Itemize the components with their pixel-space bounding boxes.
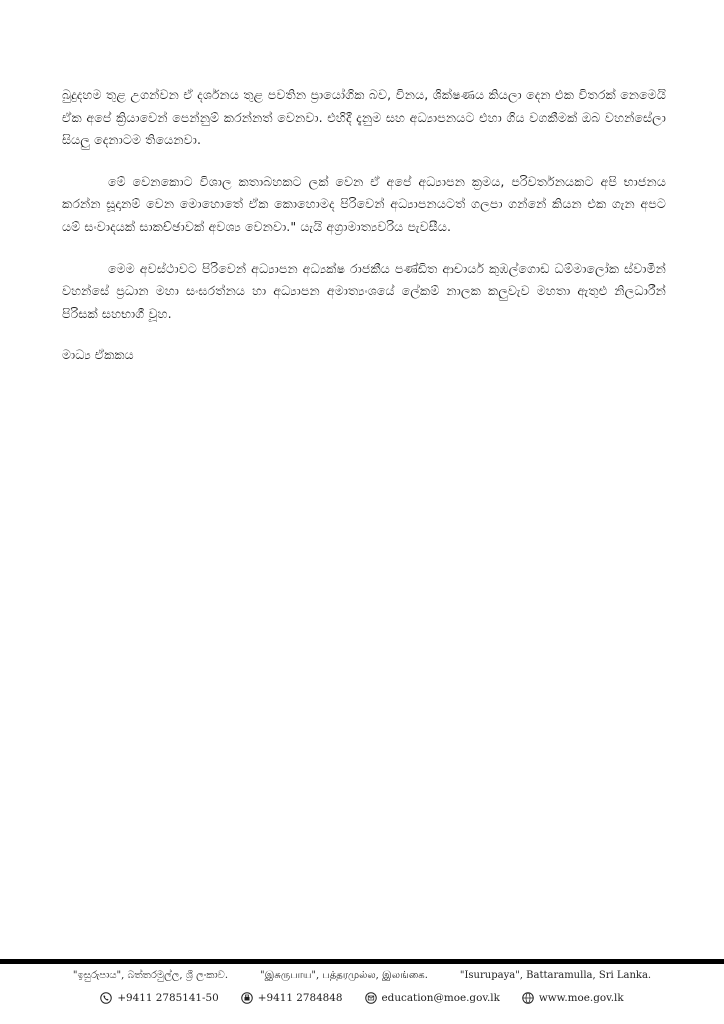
- globe-icon: [522, 992, 534, 1004]
- fax-number: +9411 2784848: [257, 992, 343, 1004]
- website-url[interactable]: www.moe.gov.lk: [538, 992, 624, 1004]
- paragraph-1: බුදුදහම තුළ උගන්වන ඒ දර්ශනය තුළ පවතින ප්‍රායෝගික බව, විනය, ශික්ෂණය කියලා දෙන එක විතරක් නෙමෙයි ඒක අපේ ක්‍රියාවෙන් පෙන්නුම් කරන්නත් වෙනවා. එහිදී දැනුම සහ අධ්‍යාපනයට එහා ගිය වගකීමක් ඔබ වහන්සේලා සියලු දෙනාටම තියෙනවා.: [62, 87, 666, 148]
- paragraph-3: මෙම අවස්ථාවට පිරිවෙන් අධ්‍යාපන අධ්‍යක්ෂ රාජකීය පණ්ඩිත ආචාර්ය කුඹල්ගොඩ ධම්මාලෝක ස්වාමීන් වහන්සේ ප්‍රධාන මහා සංඝරත්නය හා අධ්‍යාපන අමාත්‍යංශයේ ලේකම් නාලක කලුවැව මහතා ඇතුළු නිලධාරීන් පිරිසක් සහභාගී වූහ.: [62, 260, 666, 321]
- article-body: [62, 84, 666, 367]
- contact-email[interactable]: [365, 990, 500, 1006]
- letterhead-footer: [0, 968, 724, 1006]
- email-address[interactable]: education@moe.gov.lk: [381, 992, 500, 1004]
- footer-address-row: [0, 968, 724, 984]
- address-sinhala: "ඉසුරුපාය", බත්තරමුල්ල, ශ්‍රී ලංකාව.: [72, 970, 229, 981]
- footer-contact-row: [0, 990, 724, 1006]
- contact-website[interactable]: [522, 990, 624, 1006]
- fax-icon: [241, 992, 253, 1004]
- contact-fax: [241, 990, 343, 1006]
- contact-phone: [100, 990, 218, 1006]
- address-tamil: "இசுருபாய", பத்தரமுல்ல, இலங்கை.: [260, 970, 428, 981]
- paragraph-2: මේ වෙනකොට විශාල කතාබහකට ලක් වෙන ඒ අපේ අධ්‍යාපන ක්‍රමය, පරිවර්තනයකට අපි භාජනය කරන්න සූදානම් වෙන මොහොතේ ඒක කොහොමද පිරිවෙන් අධ්‍යාපනයටත් ගලපා ගන්නේ කියන එක ගැන අපට යම් සංවාදයක් සාකච්ඡාවක් අවශ්‍ය වෙනවා." යැයි අග්‍රාමාත්‍යවරිය පැවසීය.: [62, 173, 666, 234]
- phone-number: +9411 2785141-50: [117, 992, 219, 1004]
- phone-icon: [100, 992, 112, 1004]
- email-icon: [365, 992, 377, 1004]
- media-unit-signoff: මාධ්‍ය ඒකකය: [62, 347, 134, 363]
- address-english: "Isurupaya", Battaramulla, Sri Lanka.: [459, 970, 652, 981]
- footer-divider: [0, 959, 724, 964]
